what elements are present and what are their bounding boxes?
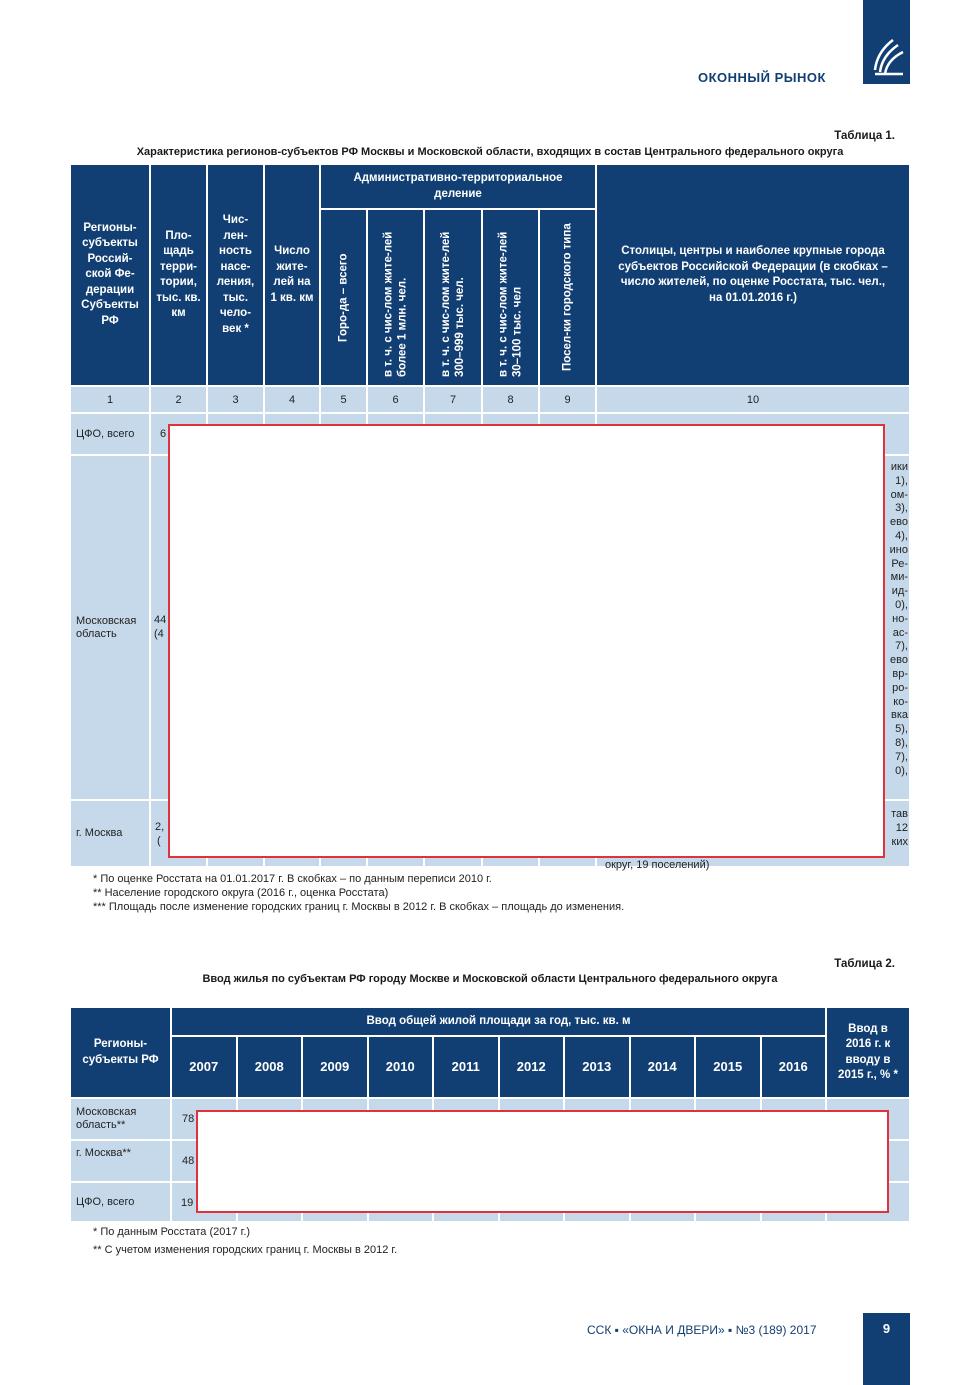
col-number: 3	[208, 387, 263, 412]
fragment-line: ро-	[892, 681, 908, 694]
table1-note: * По оценке Росстата на 01.01.2017 г. В скобках – по данным переписи 2010 г.	[93, 873, 492, 885]
fragment-line: вка	[890, 709, 908, 722]
row-region: Московская область**	[71, 1099, 170, 1139]
th-year: 2011	[434, 1037, 498, 1097]
fragment-line: ас-	[892, 626, 908, 639]
th-year: 2015	[696, 1037, 760, 1097]
fragment-line: ево	[890, 516, 908, 529]
th-cities-300k: в т. ч. с чис-лом жите-лей 300–999 тыс. чел.	[425, 210, 481, 385]
cell-fragment: 2,	[155, 821, 165, 833]
fragment-line: вр-	[892, 667, 908, 680]
th-area: Пло-щадь терри-тории, тыс. кв. км	[151, 165, 206, 385]
col-number: 2	[151, 387, 206, 412]
table1-label: Таблица 1.	[834, 130, 895, 142]
th-cities-30k: в т. ч. с чис-лом жите-лей 30–100 тыс. чел	[483, 210, 538, 385]
th-year: 2012	[500, 1037, 564, 1097]
th-capitals: Столицы, центры и наиболее крупные города субъектов Российской Федерации (в скобках – число жителей, по оценке Росстата, тыс. чел., на 01.01.2016 г.)	[597, 165, 909, 385]
th-cities-total: Горо-да – всего	[321, 210, 366, 385]
row-region: Московская область	[71, 456, 149, 799]
th-year: 2016	[762, 1037, 826, 1097]
th-settlements: Посел-ки городского типа	[540, 210, 595, 385]
th-year: 2007	[172, 1037, 236, 1097]
section-title: ОКОННЫЙ РЫНОК	[698, 70, 826, 85]
fragment-line: 0),	[895, 598, 908, 611]
fragment-line: ом-	[890, 488, 908, 501]
fragment-line: 4),	[895, 529, 908, 542]
th-population: Чис-лен-ность насе-ления, тыс. чело-век *	[208, 165, 263, 385]
redaction-box	[196, 1110, 889, 1213]
table2-note: ** С учетом изменения городских границ г. Москвы в 2012 г.	[93, 1244, 398, 1256]
col-number: 10	[597, 387, 909, 412]
col-number: 4	[265, 387, 319, 412]
th-region: Регионы-субъекты РФ	[71, 1008, 170, 1097]
th-change: Ввод в 2016 г. к вводу в 2015 г., % *	[827, 1008, 909, 1097]
page-number: 9	[882, 1321, 891, 1336]
col-number: 5	[321, 387, 366, 412]
redaction-box	[168, 424, 885, 858]
cell-fragment: 19	[181, 1197, 194, 1209]
th-year: 2014	[631, 1037, 695, 1097]
fragment-line: ино	[889, 543, 908, 556]
th-year: 2009	[303, 1037, 367, 1097]
table2-title: Ввод жилья по субъектам РФ городу Москве и Московской области Центрального федерального округа	[202, 973, 778, 985]
th-cities-1m: в т. ч. с чис-лом жите-лей более 1 млн. чел.	[368, 210, 423, 385]
th-year: 2008	[238, 1037, 302, 1097]
fragment-line: 12	[895, 821, 908, 834]
fragment-line: ики	[890, 461, 908, 473]
th-input-group: Ввод общей жилой площади за год, тыс. кв. м	[172, 1008, 825, 1035]
capitals-fragment: округ, 19 поселений)	[605, 859, 710, 871]
fragment-line: 0),	[895, 764, 908, 777]
row-region: ЦФО, всего	[71, 1183, 170, 1221]
row-region: г. Москва**	[71, 1141, 170, 1181]
table1-note: *** Площадь после изменение городских границ г. Москвы в 2012 г. В скобках – площадь до изменения.	[93, 901, 625, 913]
logo-block	[863, 0, 910, 84]
th-region: Регионы-субъекты Россий-ской Фе-дерации Субъекты РФ	[71, 165, 149, 385]
page-number-block	[863, 1313, 910, 1385]
cell-fragment: (4	[154, 628, 164, 640]
fragment-line: ид-	[891, 585, 908, 598]
th-admin-division: Административно-территориальное деление	[321, 165, 595, 208]
cell-fragment: 6	[160, 428, 167, 440]
col-number: 8	[483, 387, 538, 412]
col-number: 7	[425, 387, 481, 412]
row-region: г. Москва	[71, 801, 149, 866]
table2-note: * По данным Росстата (2017 г.)	[93, 1226, 251, 1238]
logo-icon	[863, 0, 910, 84]
th-density: Число жите-лей на 1 кв. км	[265, 165, 319, 385]
fragment-line: 5),	[895, 723, 908, 736]
journal-footer: ССК ▪ «ОКНА И ДВЕРИ» ▪ №3 (189) 2017	[587, 1323, 817, 1337]
fragment-line: но-	[892, 612, 908, 625]
cell-fragment: 48	[182, 1155, 195, 1167]
col-number: 1	[71, 387, 149, 412]
fragment-line: тав	[891, 808, 908, 820]
col-number: 6	[368, 387, 423, 412]
table2-label: Таблица 2.	[834, 958, 895, 970]
fragment-line: ких	[891, 835, 908, 848]
th-year: 2013	[565, 1037, 629, 1097]
cell-fragment: 78	[182, 1113, 195, 1125]
fragment-line: 1),	[895, 474, 908, 487]
fragment-line: 8),	[895, 736, 908, 749]
table1-title: Характеристика регионов-субъектов РФ Москвы и Московской области, входящих в состав Центрального федерального округа	[136, 146, 844, 158]
row-region: ЦФО, всего	[71, 414, 149, 454]
fragment-line: 7),	[895, 640, 908, 653]
fragment-line: 7),	[895, 750, 908, 763]
table1-note: ** Население городского округа (2016 г., оценка Росстата)	[93, 887, 389, 899]
fragment-line: ми-	[890, 571, 908, 584]
th-year: 2010	[369, 1037, 433, 1097]
cell-fragment: 44	[154, 614, 167, 626]
cell-fragment: (	[157, 835, 161, 847]
fragment-line: ко-	[893, 695, 908, 708]
fragment-line: 3),	[895, 502, 908, 515]
fragment-line: Ре-	[891, 557, 908, 570]
fragment-line: ево	[890, 654, 908, 667]
col-number: 9	[540, 387, 595, 412]
